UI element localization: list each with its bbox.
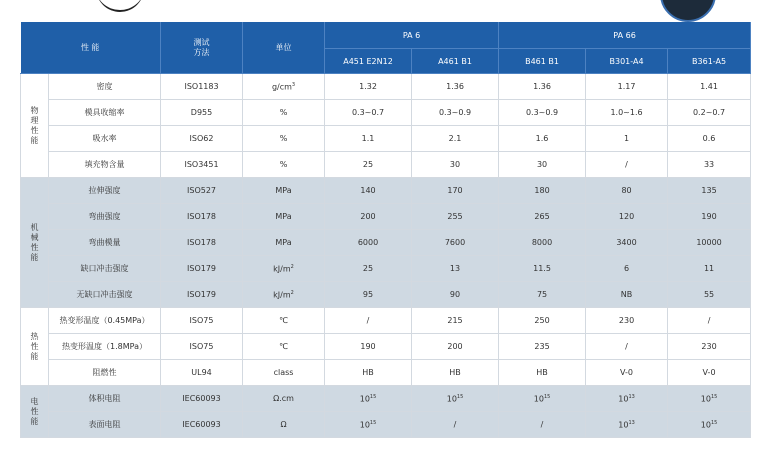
value-cell [668,360,751,386]
value-text: 170 [447,186,463,195]
value-cell [412,230,499,256]
value-text: 0.6 [702,134,716,143]
group-label [21,178,49,308]
header-grade: A461 B1 [412,49,499,74]
value-cell [668,308,751,334]
table-row [21,178,751,204]
property-name: 表面电阻 [49,412,161,438]
group-label-text: 机 械 性 能 [30,222,39,262]
value-cell [586,386,668,412]
property-name: 填充物含量 [49,152,161,178]
unit-superscript: 2 [290,289,294,296]
value-text: 1.6 [535,134,549,143]
group-label-text: 电 性 能 [30,396,39,426]
value-text: 13 [449,264,461,273]
value-text: 90 [449,290,461,299]
table-row [21,360,751,386]
value-cell [499,74,586,100]
value-text: 10 [446,394,457,404]
test-method: IEC60093 [161,386,243,412]
value-cell [586,152,668,178]
value-text: 10 [700,394,711,404]
property-name: 密度 [49,74,161,100]
header-method: 测试 方法 [161,22,243,74]
header-grade: B361-A5 [668,49,751,74]
table-row [21,308,751,334]
value-cell [412,256,499,282]
value-text: 180 [534,186,550,195]
test-method: ISO1183 [161,74,243,100]
value-cell [325,178,412,204]
value-cell [586,178,668,204]
value-text: 0.3~0.7 [351,108,385,117]
unit-text: class [273,368,294,377]
test-method: ISO178 [161,204,243,230]
value-cell [668,412,751,438]
value-cell [412,282,499,308]
value-text: 10 [359,394,370,404]
value-cell [499,334,586,360]
table-row [21,100,751,126]
test-method: ISO178 [161,230,243,256]
table-row [21,282,751,308]
value-cell [412,204,499,230]
value-text: 10 [533,394,544,404]
property-name: 热变形温度（0.45MPa） [49,308,161,334]
test-method: ISO179 [161,282,243,308]
value-superscript: 15 [710,393,718,400]
value-cell [668,152,751,178]
value-text: / [707,316,711,325]
value-text: 230 [618,316,635,325]
value-cell [586,100,668,126]
test-method: ISO179 [161,256,243,282]
value-text: HB [449,368,461,377]
header-unit: 单位 [243,22,325,74]
value-text: 120 [618,212,635,221]
property-name: 阻燃性 [49,360,161,386]
value-text: 30 [449,160,461,169]
test-method: ISO527 [161,178,243,204]
table-row [21,126,751,152]
properties-table [20,22,751,438]
value-cell [586,74,668,100]
table-row [21,386,751,412]
value-text: 140 [360,186,376,195]
header-grade: B301-A4 [586,49,668,74]
value-cell [586,308,668,334]
test-method: ISO75 [161,308,243,334]
property-name: 无缺口冲击强度 [49,282,161,308]
value-text: 33 [703,160,715,169]
value-text: 25 [362,160,374,169]
value-text: 10 [700,420,711,430]
unit-text: kJ/m [273,264,291,274]
value-cell [586,126,668,152]
value-text: 0.3~0.9 [525,108,559,117]
unit-text: % [279,160,288,169]
unit-text: MPa [275,186,292,195]
value-cell [668,178,751,204]
value-cell [668,74,751,100]
value-text: 135 [701,186,717,195]
value-text: V-0 [702,368,716,377]
value-cell [325,360,412,386]
value-cell [668,230,751,256]
decorative-arc [96,0,144,12]
unit-text: % [279,108,288,117]
value-cell [499,386,586,412]
unit-cell [243,100,325,126]
value-text: 1.17 [617,82,636,91]
value-cell [412,334,499,360]
value-cell [412,308,499,334]
value-cell [586,360,668,386]
value-text: 200 [360,212,376,221]
value-cell [668,100,751,126]
group-label-text: 物 理 性 能 [30,105,39,145]
value-superscript: 13 [628,393,635,400]
table-body [21,74,751,438]
value-cell [499,152,586,178]
group-label-text: 热 性 能 [30,331,39,361]
value-text: 1.36 [446,82,464,91]
value-text: / [453,420,457,429]
unit-text: kJ/m [273,290,291,300]
value-cell [499,256,586,282]
unit-cell [243,230,325,256]
value-cell [412,126,499,152]
property-name: 吸水率 [49,126,161,152]
value-cell [325,308,412,334]
value-text: 10000 [696,238,722,247]
group-label [21,386,49,438]
unit-cell [243,360,325,386]
value-cell [325,412,412,438]
value-text: 250 [534,316,550,325]
table-row [21,204,751,230]
unit-superscript: 3 [291,81,296,88]
value-cell [586,204,668,230]
value-cell [668,204,751,230]
table-row [21,256,751,282]
header-grade: A451 E2N12 [325,49,412,74]
value-text: 235 [534,342,550,351]
property-name: 模具收缩率 [49,100,161,126]
property-name: 体积电阻 [49,386,161,412]
unit-cell [243,152,325,178]
test-method: ISO62 [161,126,243,152]
value-cell [325,152,412,178]
group-label [21,308,49,386]
value-cell [499,308,586,334]
value-cell [412,100,499,126]
unit-cell [243,282,325,308]
value-text: 215 [447,316,463,325]
table-row [21,230,751,256]
property-name: 缺口冲击强度 [49,256,161,282]
unit-cell [243,386,325,412]
value-cell [412,360,499,386]
unit-text: % [279,134,288,143]
value-text: 80 [621,186,632,195]
value-text: 1.1 [361,134,375,143]
value-text: 1.41 [700,82,718,91]
value-cell [586,256,668,282]
value-text: 3400 [616,238,637,247]
value-cell [412,152,499,178]
unit-cell [243,308,325,334]
value-superscript: 15 [543,393,551,400]
unit-text: Ω [280,420,287,429]
value-cell [586,412,668,438]
value-text: / [366,316,370,325]
value-text: 0.2~0.7 [692,108,726,117]
value-cell [499,204,586,230]
value-text: 30 [536,160,548,169]
value-text: HB [362,368,374,377]
test-method: D955 [161,100,243,126]
value-text: 10 [618,394,629,404]
unit-cell [243,412,325,438]
unit-cell [243,126,325,152]
value-text: 55 [703,290,715,299]
value-text: 1.36 [533,82,551,91]
value-cell [499,360,586,386]
value-text: 1.32 [359,82,377,91]
value-text: / [625,342,628,351]
value-cell [499,282,586,308]
unit-cell [243,178,325,204]
unit-text: Ω.cm [273,394,294,403]
table-row [21,152,751,178]
value-text: 11.5 [533,264,551,273]
value-text: / [540,420,544,429]
value-superscript: 15 [710,419,718,426]
value-text: 25 [362,264,374,273]
value-cell [325,204,412,230]
table-row [21,74,751,100]
value-cell [586,230,668,256]
value-text: 265 [534,212,550,221]
value-cell [412,386,499,412]
value-superscript: 15 [369,419,377,426]
value-text: / [625,160,628,169]
test-method: ISO3451 [161,152,243,178]
value-cell [499,178,586,204]
table-header [21,22,751,74]
value-text: 6 [623,264,630,273]
value-text: 8000 [531,238,553,247]
unit-cell [243,256,325,282]
table-row [21,334,751,360]
value-cell [325,334,412,360]
unit-text: MPa [275,238,292,247]
decorative-circle [660,0,716,22]
group-label [21,74,49,178]
properties-table-wrapper [20,22,750,438]
value-cell [586,334,668,360]
value-text: 190 [360,342,376,351]
header-group-pa66: PA 66 [499,22,751,49]
unit-cell [243,334,325,360]
value-cell [412,178,499,204]
value-cell [325,256,412,282]
value-text: 7600 [444,238,466,247]
value-cell [586,282,668,308]
value-text: 10 [359,420,370,430]
property-name: 拉伸强度 [49,178,161,204]
value-cell [499,126,586,152]
unit-text: ℃ [279,316,288,325]
value-text: 11 [703,264,715,273]
value-cell [499,412,586,438]
unit-text: MPa [275,212,292,221]
property-name: 弯曲模量 [49,230,161,256]
value-cell [499,100,586,126]
value-cell [325,74,412,100]
property-name: 弯曲强度 [49,204,161,230]
value-text: 1.0~1.6 [610,108,643,117]
value-text: 6000 [357,238,379,247]
value-cell [325,126,412,152]
header-group-pa6: PA 6 [325,22,499,49]
value-text: 10 [618,420,629,430]
value-text: 190 [701,212,717,221]
value-cell [325,230,412,256]
value-text: V-0 [620,368,634,377]
value-text: 95 [362,290,374,299]
test-method: ISO75 [161,334,243,360]
unit-cell [243,204,325,230]
value-text: 2.1 [448,134,462,143]
value-cell [325,386,412,412]
top-decoration [0,0,768,22]
value-cell [668,126,751,152]
value-cell [325,100,412,126]
header-property: 性 能 [21,22,161,74]
value-cell [499,230,586,256]
value-text: 75 [536,290,548,299]
unit-text: ℃ [279,342,288,351]
test-method: IEC60093 [161,412,243,438]
header-grade: B461 B1 [499,49,586,74]
value-cell [325,282,412,308]
test-method: UL94 [161,360,243,386]
value-cell [668,386,751,412]
value-text: 255 [447,212,463,221]
value-text: NB [620,290,633,299]
value-cell [668,282,751,308]
value-text: 200 [447,342,463,351]
unit-superscript: 2 [290,263,294,270]
value-superscript: 15 [456,393,464,400]
value-cell [412,412,499,438]
unit-text: g/cm [271,82,292,92]
value-cell [668,256,751,282]
value-superscript: 13 [628,419,635,426]
value-text: 0.3~0.9 [438,108,472,117]
value-text: HB [536,368,548,377]
unit-cell [243,74,325,100]
property-name: 热变形温度（1.8MPa） [49,334,161,360]
value-text: 230 [701,342,717,351]
value-text: 1 [623,134,630,143]
table-row [21,412,751,438]
value-superscript: 15 [369,393,377,400]
value-cell [412,74,499,100]
value-cell [668,334,751,360]
